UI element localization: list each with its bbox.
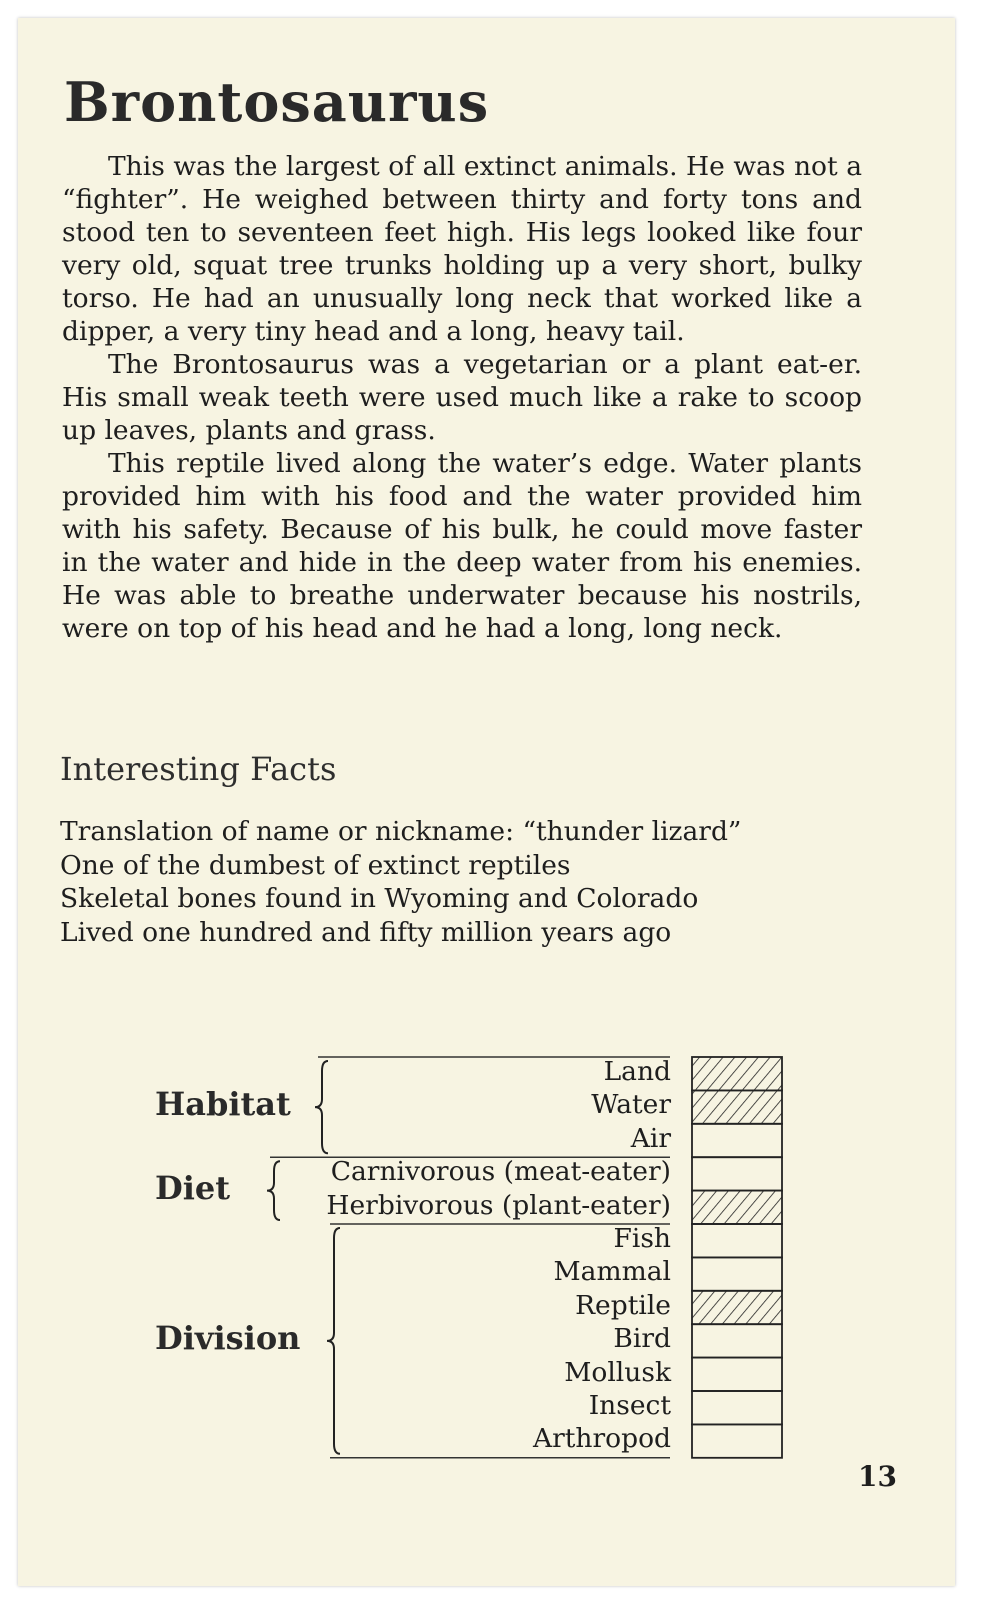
- group-brace: [267, 1161, 280, 1220]
- row-label: Air: [630, 1122, 671, 1154]
- empty-box: [692, 1391, 782, 1424]
- row-label: Land: [603, 1056, 671, 1087]
- paragraph: This was the largest of all extinct animals. He was not a “fighter”. He weighed between thirty and forty tons and stood ten to seventeen feet high. His legs looked like four very old, squat tree trunks holding up a very short, bulky torso. He had an unusually long neck that worked like a dipper, a very tiny head and a long, heavy tail.: [62, 151, 862, 347]
- empty-box: [692, 1324, 782, 1357]
- paragraph: The Brontosaurus was a vegetarian or a plant eat-er. His small weak teeth were used much like a rake to scoop up leaves, plants and grass.: [62, 349, 862, 446]
- empty-box: [692, 1257, 782, 1290]
- fact-item: One of the dumbest of extinct reptiles: [60, 849, 571, 881]
- row-label: Mollusk: [564, 1356, 671, 1388]
- group-brace: [327, 1228, 340, 1454]
- group-label: Division: [155, 1318, 301, 1357]
- empty-box: [692, 1358, 782, 1391]
- checked-box: [692, 1291, 782, 1324]
- row-label: Herbivorous (plant-eater): [326, 1189, 671, 1221]
- row-label: Arthropod: [532, 1423, 671, 1455]
- empty-box: [692, 1157, 782, 1190]
- row-label: Fish: [613, 1223, 671, 1254]
- group-label: Habitat: [155, 1085, 291, 1124]
- empty-box: [692, 1124, 782, 1157]
- checked-box: [692, 1057, 782, 1090]
- row-label: Mammal: [553, 1256, 671, 1288]
- paragraph: This reptile lived along the water’s edge. Water plants provided him with his food and the water provided him with his safety. Because of his bulk, he could move faster in the water and hide in the deep water from his enemies. He was able to breathe underwater because his nostrils, were on top of his head and he had a long, long neck.: [62, 448, 862, 644]
- row-label: Bird: [613, 1323, 671, 1355]
- row-label: Water: [591, 1089, 671, 1121]
- row-label: Insect: [588, 1390, 671, 1421]
- row-label: Reptile: [575, 1289, 671, 1321]
- fact-item: Skeletal bones found in Wyoming and Colorado: [60, 883, 699, 914]
- group-label: Diet: [155, 1168, 231, 1207]
- row-label: Carnivorous (meat-eater): [330, 1156, 671, 1188]
- empty-box: [692, 1224, 782, 1257]
- fact-item: Lived one hundred and fifty million years ago: [60, 916, 672, 948]
- group-brace: [315, 1061, 328, 1153]
- checked-box: [692, 1090, 782, 1123]
- empty-box: [692, 1424, 782, 1457]
- checked-box: [692, 1191, 782, 1224]
- facts-heading: Interesting Facts: [60, 750, 337, 788]
- fact-item: Translation of name or nickname: “thunder lizard”: [60, 816, 742, 847]
- page-number: 13: [858, 1460, 897, 1493]
- page-title: Brontosaurus: [64, 70, 490, 134]
